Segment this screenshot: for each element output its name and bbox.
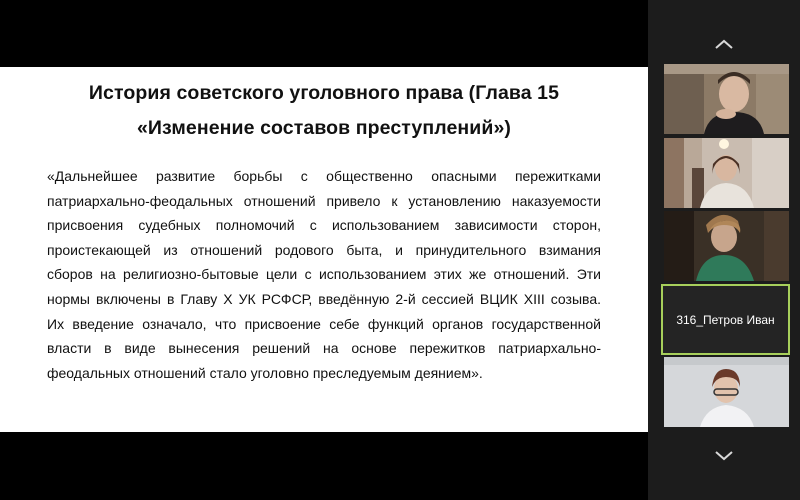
slide-body-line: проистекающей из отношений родового быта, и принудительного взимания <box>47 241 601 258</box>
slide-body-line: феодальных отношений стало уголовно преследуемым деянием». <box>47 364 483 381</box>
participant-tile-active[interactable] <box>661 284 790 355</box>
slide-body-line: нормы включены в Главу X УК РСФСР, введённую 2-й сессией ВЦИК XIII созыва. <box>47 290 601 307</box>
slide-title-line-1: История советского уголовного права (Глава 15 <box>88 82 560 104</box>
participant-video <box>664 64 789 134</box>
participant-name: 316_Петров Иван <box>676 312 775 327</box>
slide-body <box>47 164 601 385</box>
presentation-slide <box>0 67 648 432</box>
participants-sidebar <box>648 0 800 500</box>
participant-video-tile[interactable] <box>664 64 789 134</box>
participant-video-tile[interactable] <box>664 138 789 208</box>
slide-title-line-2: «Изменение составов преступлений») <box>136 117 512 139</box>
chevron-down-icon <box>714 449 734 461</box>
slide-body-line: патриархально-феодальных отношений привело к установлению наказуемости <box>47 192 601 209</box>
participant-video-tile[interactable] <box>664 211 789 281</box>
slide-body-line: присвоения судебных полномочий с использованием зависимости сторон, <box>47 217 601 234</box>
participant-video <box>664 357 789 427</box>
slide-body-line: сборов на религиозно-бытовые цели с использованием этих же отношений. Эти <box>47 266 601 283</box>
chevron-up-icon <box>714 38 734 50</box>
slide-body-line: Их введение означало, что присвоение себе функций органов государственной <box>47 315 601 332</box>
slide-body-line: власти в виде вынесения решений на основе пережитков патриархально- <box>47 340 601 357</box>
participant-video <box>664 138 789 208</box>
scroll-up-button[interactable] <box>705 33 743 55</box>
participant-video-tile[interactable] <box>664 357 789 427</box>
scroll-down-button[interactable] <box>705 444 743 466</box>
participant-video <box>664 211 789 281</box>
slide-body-line: «Дальнейшее развитие борьбы с общественно опасными пережитками <box>47 168 601 184</box>
